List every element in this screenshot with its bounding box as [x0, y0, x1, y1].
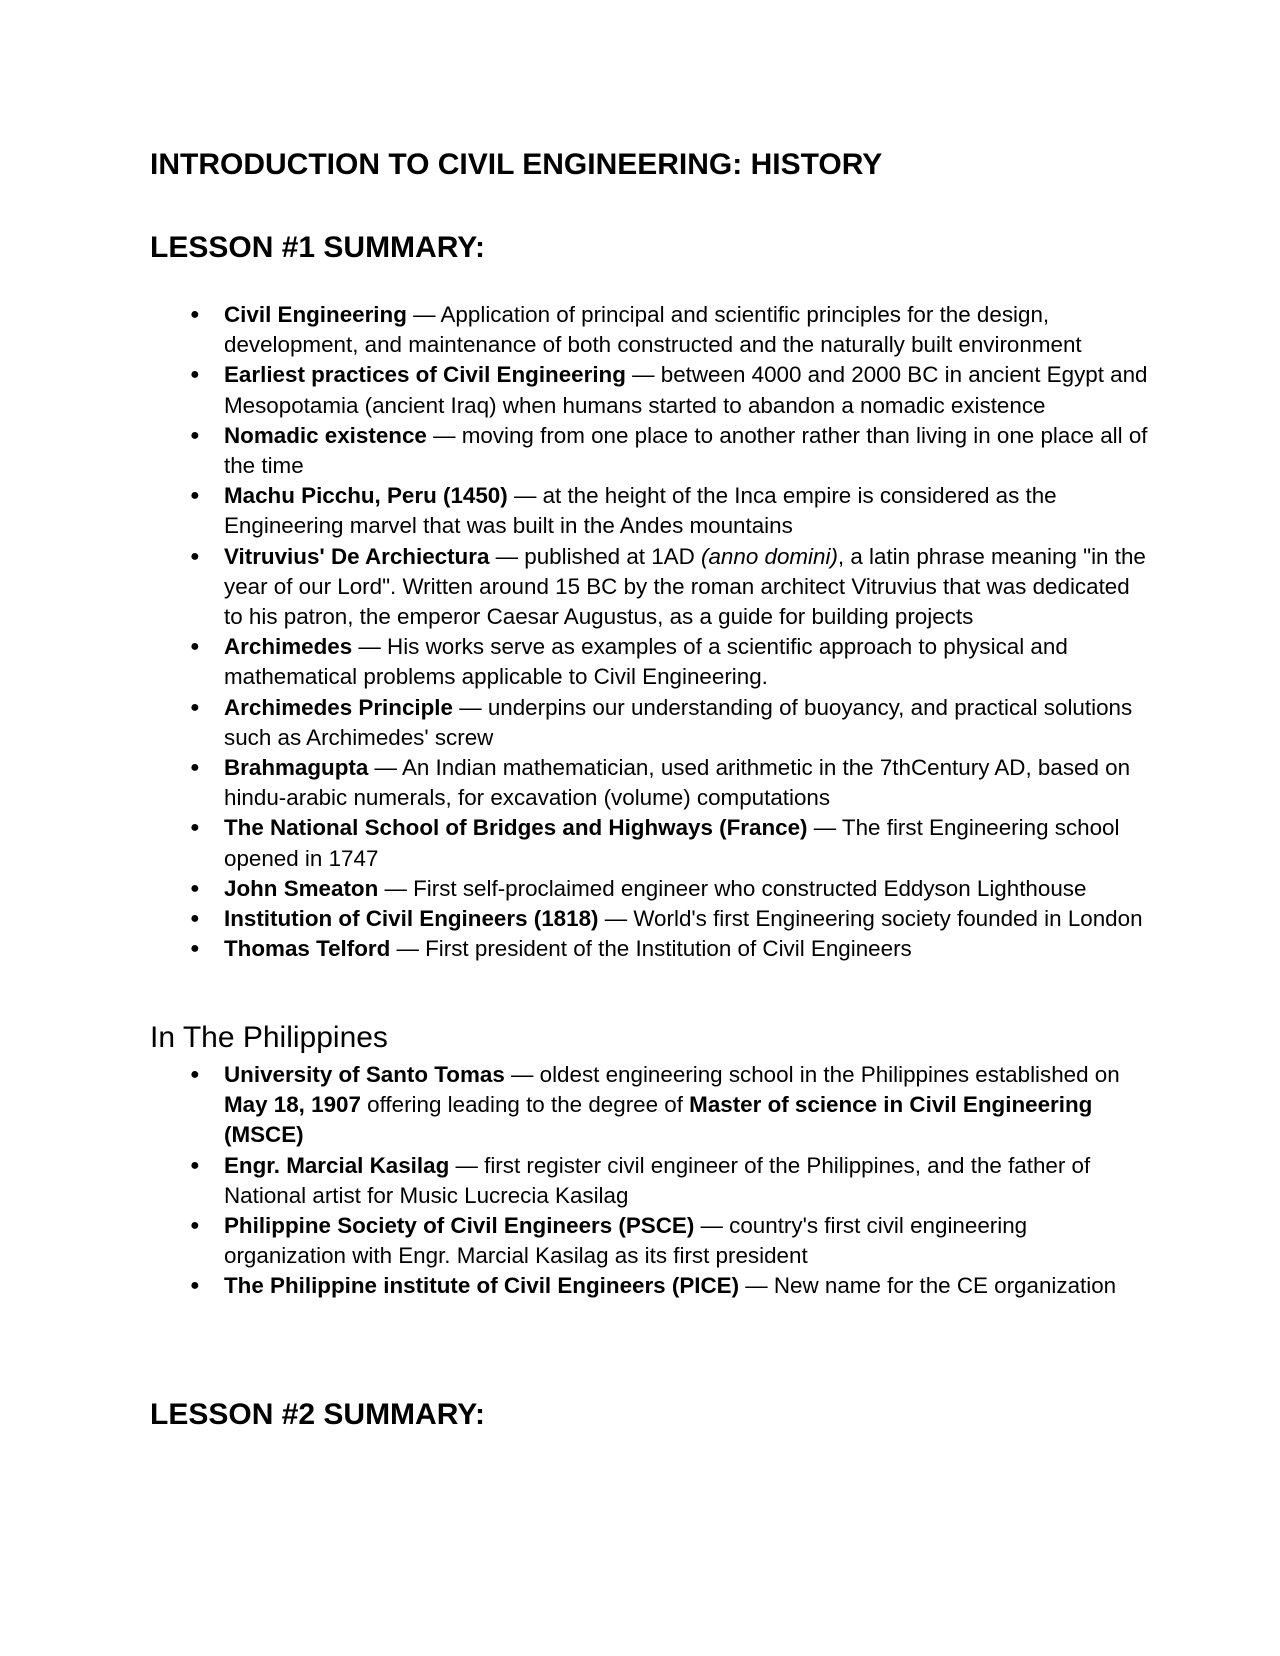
list-item: ● John Smeaton — First self-proclaimed engineer who constructed Eddyson Lighthouse: [190, 874, 1150, 904]
list-item: ● University of Santo Tomas — oldest engineering school in the Philippines established on May 18, 1907 offering leading to the degree of Master of science in Civil Engineering (MSCE): [190, 1062, 1120, 1148]
bullet-icon: ●: [190, 366, 200, 384]
list-item: ● Earliest practices of Civil Engineering — between 4000 and 2000 BC in ancient Egypt and Mesopotamia (ancient Iraq) when humans started to abandon a nomadic existence: [190, 362, 1148, 418]
bullet-icon: ●: [190, 1156, 200, 1174]
list-item: ● Institution of Civil Engineers (1818) — World's first Engineering society founded in London: [190, 904, 1150, 934]
list-item: ● Archimedes Principle — underpins our understanding of buoyancy, and practical solutions such as Archimedes' screw: [190, 694, 1133, 750]
lesson-2-heading: LESSON #2 SUMMARY:: [150, 1398, 486, 1431]
list-item: ● Philippine Society of Civil Engineers (PSCE) — country's first civil engineering organization with Engr. Marcial Kasilag as its first president: [190, 1213, 1028, 1269]
item-text: First self-proclaimed engineer who constructed Eddyson Lighthouse: [413, 875, 1087, 901]
bullet-icon: ●: [190, 1277, 200, 1295]
list-item: ● The Philippine institute of Civil Engineers (PICE) — New name for the CE organization: [190, 1271, 1150, 1301]
list-item: ● Nomadic existence — moving from one place to another rather than living in one place all of the time: [190, 422, 1148, 479]
item-term: Civil Engineering: [224, 302, 407, 327]
item-term: University of Santo Tomas: [224, 1062, 505, 1087]
item-term: Earliest practices of Civil Engineering: [224, 362, 626, 388]
item-text: underpins our understanding of buoyancy, and practical solutions such as Archimedes' screw: [224, 694, 1133, 750]
item-text: An Indian mathematician, used arithmetic in the 7thCentury AD, based on hindu-arabic numerals, for excavation (volume) computations: [224, 755, 1131, 811]
list-item: ● Archimedes — His works serve as examples of a scientific approach to physical and mathematical problems applicable to Civil Engineering.: [190, 634, 1068, 690]
list-item: ● Machu Picchu, Peru (1450) — at the height of the Inca empire is considered as the Engineering marvel that was built in the Andes mountains: [190, 483, 1057, 539]
list-item: ● Vitruvius' De Archiectura — published at 1AD (anno domini), a latin phrase meaning "in the year of our Lord". Written around 15 BC by the roman architect Vitruvius that was dedicated to his patron, the emperor Caesar Augustus, as a guide for building projects: [190, 543, 1146, 630]
item-degree: Master of science in Civil Engineering (MSCE): [224, 1092, 1093, 1148]
item-term: Archimedes Principle: [224, 694, 453, 720]
item-term: Nomadic existence: [224, 422, 427, 448]
bullet-icon: ●: [190, 306, 200, 323]
bullet-icon: ●: [190, 759, 200, 777]
bullet-icon: ●: [190, 1066, 200, 1083]
item-italic: (anno domini): [701, 543, 838, 569]
item-text: between 4000 and 2000 BC in ancient Egypt and Mesopotamia (ancient Iraq) when humans started to abandon a nomadic existence: [224, 362, 1148, 418]
item-text: , a latin phrase meaning "in the year of our Lord". Written around 15 BC by the roman architect Vitruvius that was dedicated to his patron, the emperor Caesar Augustus, as a guide for building projects: [224, 543, 1146, 630]
lesson-1-list: [190, 300, 1150, 964]
item-term: John Smeaton: [224, 875, 379, 901]
item-text: Application of principal and scientific principles for the design, development, and maintenance of both constructed and the naturally built environment: [224, 302, 1082, 358]
item-text: His works serve as examples of a scientific approach to physical and mathematical problems applicable to Civil Engineering.: [224, 634, 1068, 690]
item-text: First president of the Institution of Civil Engineers: [425, 936, 912, 962]
lesson-1-heading: LESSON #1 SUMMARY:: [150, 231, 486, 264]
item-term: Philippine Society of Civil Engineers (PSCE): [224, 1213, 695, 1239]
bullet-icon: ●: [190, 819, 200, 837]
philippines-heading: In The Philippines: [150, 1021, 388, 1054]
list-item: ● Thomas Telford — First president of the Institution of Civil Engineers: [190, 934, 1150, 964]
item-text: first register civil engineer of the Philippines, and the father of National artist for Music Lucrecia Kasilag: [224, 1152, 1091, 1208]
item-date: May 18, 1907: [224, 1092, 361, 1118]
bullet-icon: ●: [190, 1217, 200, 1235]
item-term: Vitruvius' De Archiectura: [224, 543, 490, 569]
item-term: The National School of Bridges and Highways (France): [224, 815, 808, 841]
list-item: ● Engr. Marcial Kasilag — first register civil engineer of the Philippines, and the father of National artist for Music Lucrecia Kasilag: [190, 1152, 1091, 1208]
bullet-icon: ●: [190, 638, 200, 656]
bullet-icon: ●: [190, 879, 200, 897]
bullet-icon: ●: [190, 547, 200, 565]
bullet-icon: ●: [190, 426, 200, 444]
bullet-icon: ●: [190, 487, 200, 505]
item-term: Thomas Telford: [224, 936, 391, 962]
bullet-icon: ●: [190, 940, 200, 958]
item-text: offering leading to the degree of: [360, 1092, 690, 1118]
item-term: Institution of Civil Engineers (1818): [224, 906, 599, 932]
list-item: ● The National School of Bridges and Highways (France) — The first Engineering school opened in 1747: [190, 815, 1120, 871]
bullet-icon: ●: [190, 698, 200, 716]
item-text: moving from one place to another rather than living in one place all of the time: [224, 422, 1148, 479]
item-text: oldest engineering school in the Philippines established on: [539, 1062, 1120, 1087]
item-term: Brahmagupta: [224, 755, 369, 781]
item-term: Archimedes: [224, 634, 353, 660]
item-text: The first Engineering school opened in 1747: [224, 815, 1120, 871]
list-item: ● Brahmagupta — An Indian mathematician, used arithmetic in the 7thCentury AD, based on hindu-arabic numerals, for excavation (volume) computations: [190, 755, 1131, 811]
bullet-icon: ●: [190, 910, 200, 928]
item-term: Machu Picchu, Peru (1450): [224, 483, 508, 509]
item-text: country's first civil engineering organization with Engr. Marcial Kasilag as its first president: [224, 1213, 1028, 1269]
item-term: The Philippine institute of Civil Engineers (PICE): [224, 1273, 740, 1299]
item-text: New name for the CE organization: [773, 1273, 1117, 1299]
item-text: at the height of the Inca empire is considered as the Engineering marvel that was built in the Andes mountains: [224, 483, 1057, 539]
item-text: published at 1AD: [524, 543, 702, 569]
document-title: INTRODUCTION TO CIVIL ENGINEERING: HISTORY: [150, 148, 883, 181]
item-term: Engr. Marcial Kasilag: [224, 1152, 450, 1178]
item-text: World's first Engineering society founded in London: [633, 906, 1143, 932]
philippines-list: [190, 1060, 1150, 1302]
list-item: ● Civil Engineering — Application of principal and scientific principles for the design, development, and maintenance of both constructed and the naturally built environment: [190, 302, 1082, 358]
